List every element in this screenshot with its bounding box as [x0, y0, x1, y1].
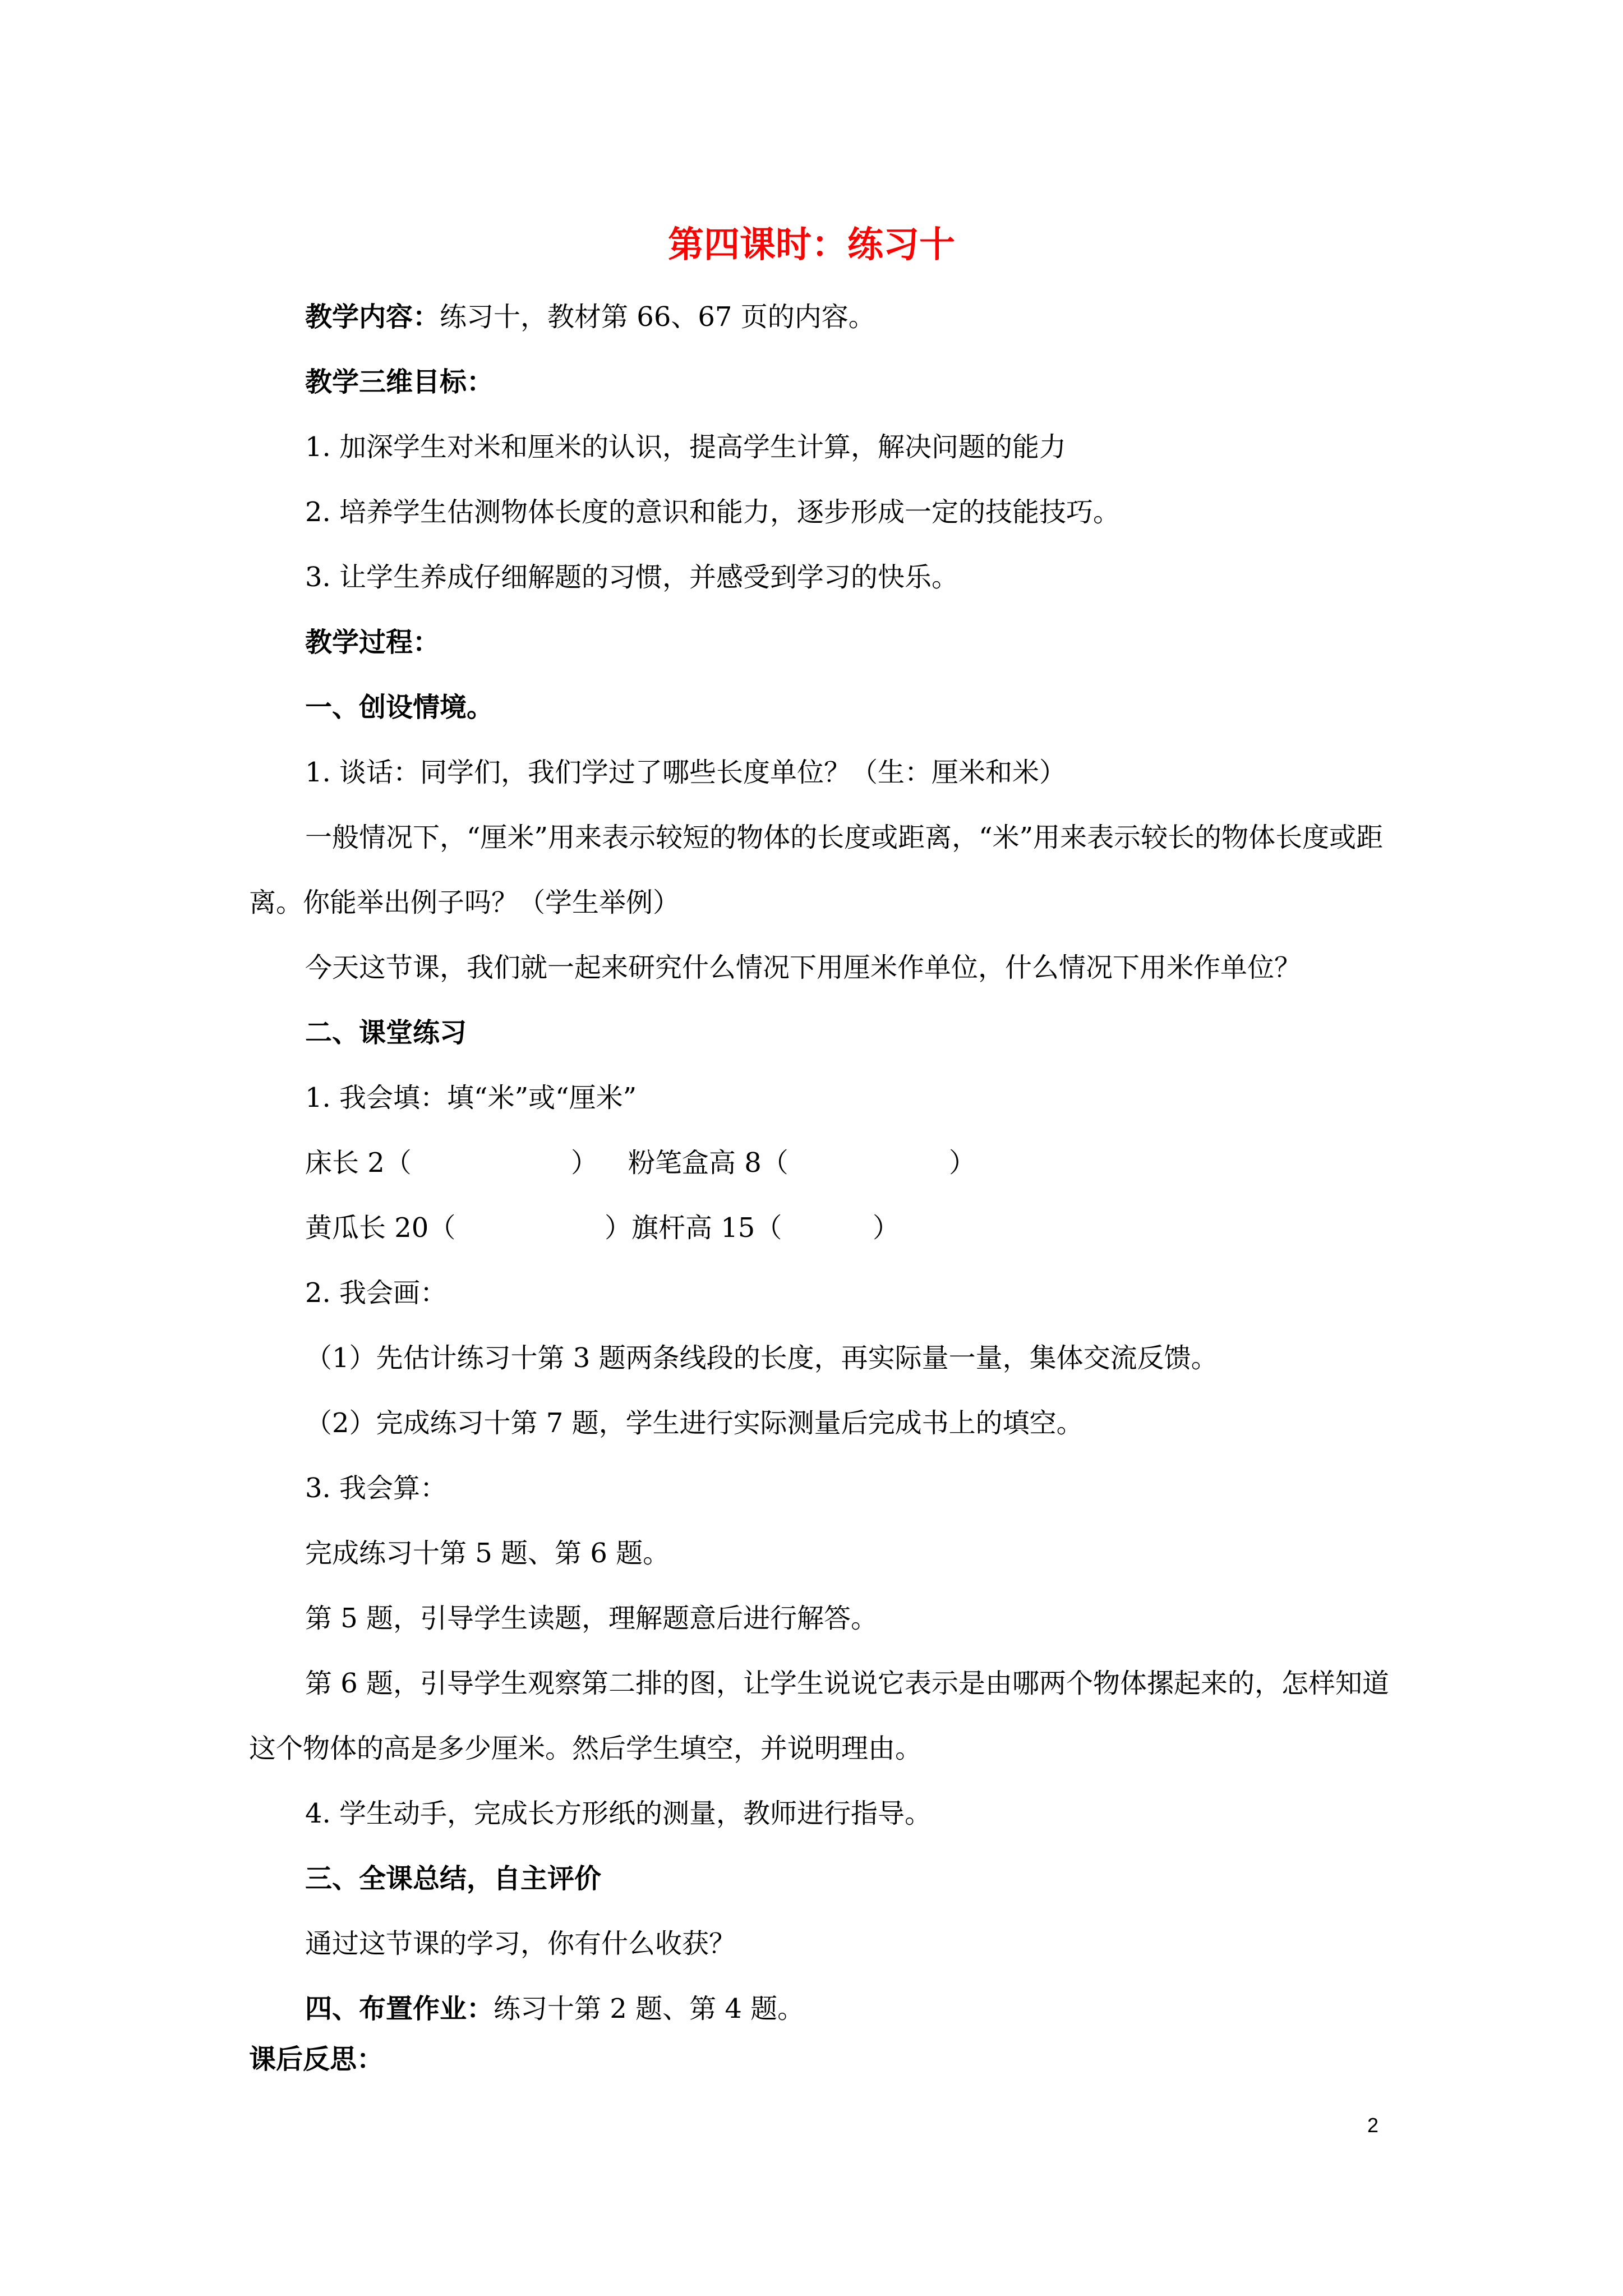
- page-title: 第四课时：练习十: [668, 224, 955, 266]
- section2-heading: 二、课堂练习: [305, 1017, 467, 1048]
- fill-blank-item: 粉笔盒高 8（: [628, 1147, 789, 1179]
- process-heading: 教学过程：: [305, 627, 440, 658]
- fill-blank-item: 黄瓜长 20（: [305, 1212, 456, 1244]
- section3-heading: 三、全课总结，自主评价: [305, 1863, 602, 1894]
- exercise-subitem: （1）先估计练习十第 3 题两条线段的长度，再实际量一量，集体交流反馈。: [305, 1342, 1218, 1374]
- section1-heading: 一、创设情境。: [305, 692, 494, 723]
- exercise-text: 完成练习十第 5 题、第 6 题。: [305, 1538, 670, 1569]
- section1-paragraph: 1. 谈话：同学们，我们学过了哪些长度单位？（生：厘米和米）: [305, 757, 1067, 788]
- content-label: 教学内容：: [305, 301, 440, 333]
- section3-text: 通过这节课的学习，你有什么收获？: [305, 1928, 736, 1959]
- fill-blank-close: ）: [873, 1212, 900, 1244]
- content-text: 练习十，教材第 66、67 页的内容。: [440, 301, 875, 333]
- exercise-text: 第 5 题，引导学生读题，理解题意后进行解答。: [305, 1603, 878, 1634]
- goals-heading: 教学三维目标：: [305, 366, 494, 398]
- goal-item: 2. 培养学生估测物体长度的意识和能力，逐步形成一定的技能技巧。: [305, 496, 1121, 528]
- exercise-question: 3. 我会算：: [305, 1473, 448, 1504]
- exercise-text: 第 6 题，引导学生观察第二排的图，让学生说说它表示是由哪两个物体摞起来的，怎样知道这个物体的高是多少厘米。然后学生填空，并说明理由。: [249, 1668, 1390, 1764]
- reflection-heading: 课后反思：: [249, 2044, 384, 2075]
- section4-text: 练习十第 2 题、第 4 题。: [494, 1993, 805, 2024]
- page-number: 2: [1367, 2114, 1379, 2137]
- exercise-subitem: （2）完成练习十第 7 题，学生进行实际测量后完成书上的填空。: [305, 1407, 1083, 1439]
- exercise-question: 2. 我会画：: [305, 1277, 448, 1309]
- exercise-question: 1. 我会填：填“米”或“厘米”: [305, 1082, 637, 1114]
- goal-item: 1. 加深学生对米和厘米的认识，提高学生计算，解决问题的能力: [305, 431, 1067, 463]
- fill-blank-close: ）: [571, 1147, 598, 1179]
- section1-paragraph: 今天这节课，我们就一起来研究什么情况下用厘米作单位，什么情况下用米作单位？: [305, 952, 1302, 983]
- section1-paragraph: 一般情况下，“厘米”用来表示较短的物体的长度或距离，“米”用来表示较长的物体长度或距离。你能举出例子吗？（学生举例）: [249, 822, 1384, 918]
- exercise-question: 4. 学生动手，完成长方形纸的测量，教师进行指导。: [305, 1798, 932, 1829]
- content-line: [305, 300, 875, 334]
- goal-item: 3. 让学生养成仔细解题的习惯，并感受到学习的快乐。: [305, 562, 959, 593]
- fill-blank-item: ）旗杆高 15（: [605, 1212, 782, 1244]
- section4-label: 四、布置作业：: [305, 1993, 494, 2024]
- fill-blank-close: ）: [949, 1147, 976, 1179]
- section4-line: [305, 1992, 804, 2026]
- fill-blank-item: 床长 2（: [305, 1147, 412, 1179]
